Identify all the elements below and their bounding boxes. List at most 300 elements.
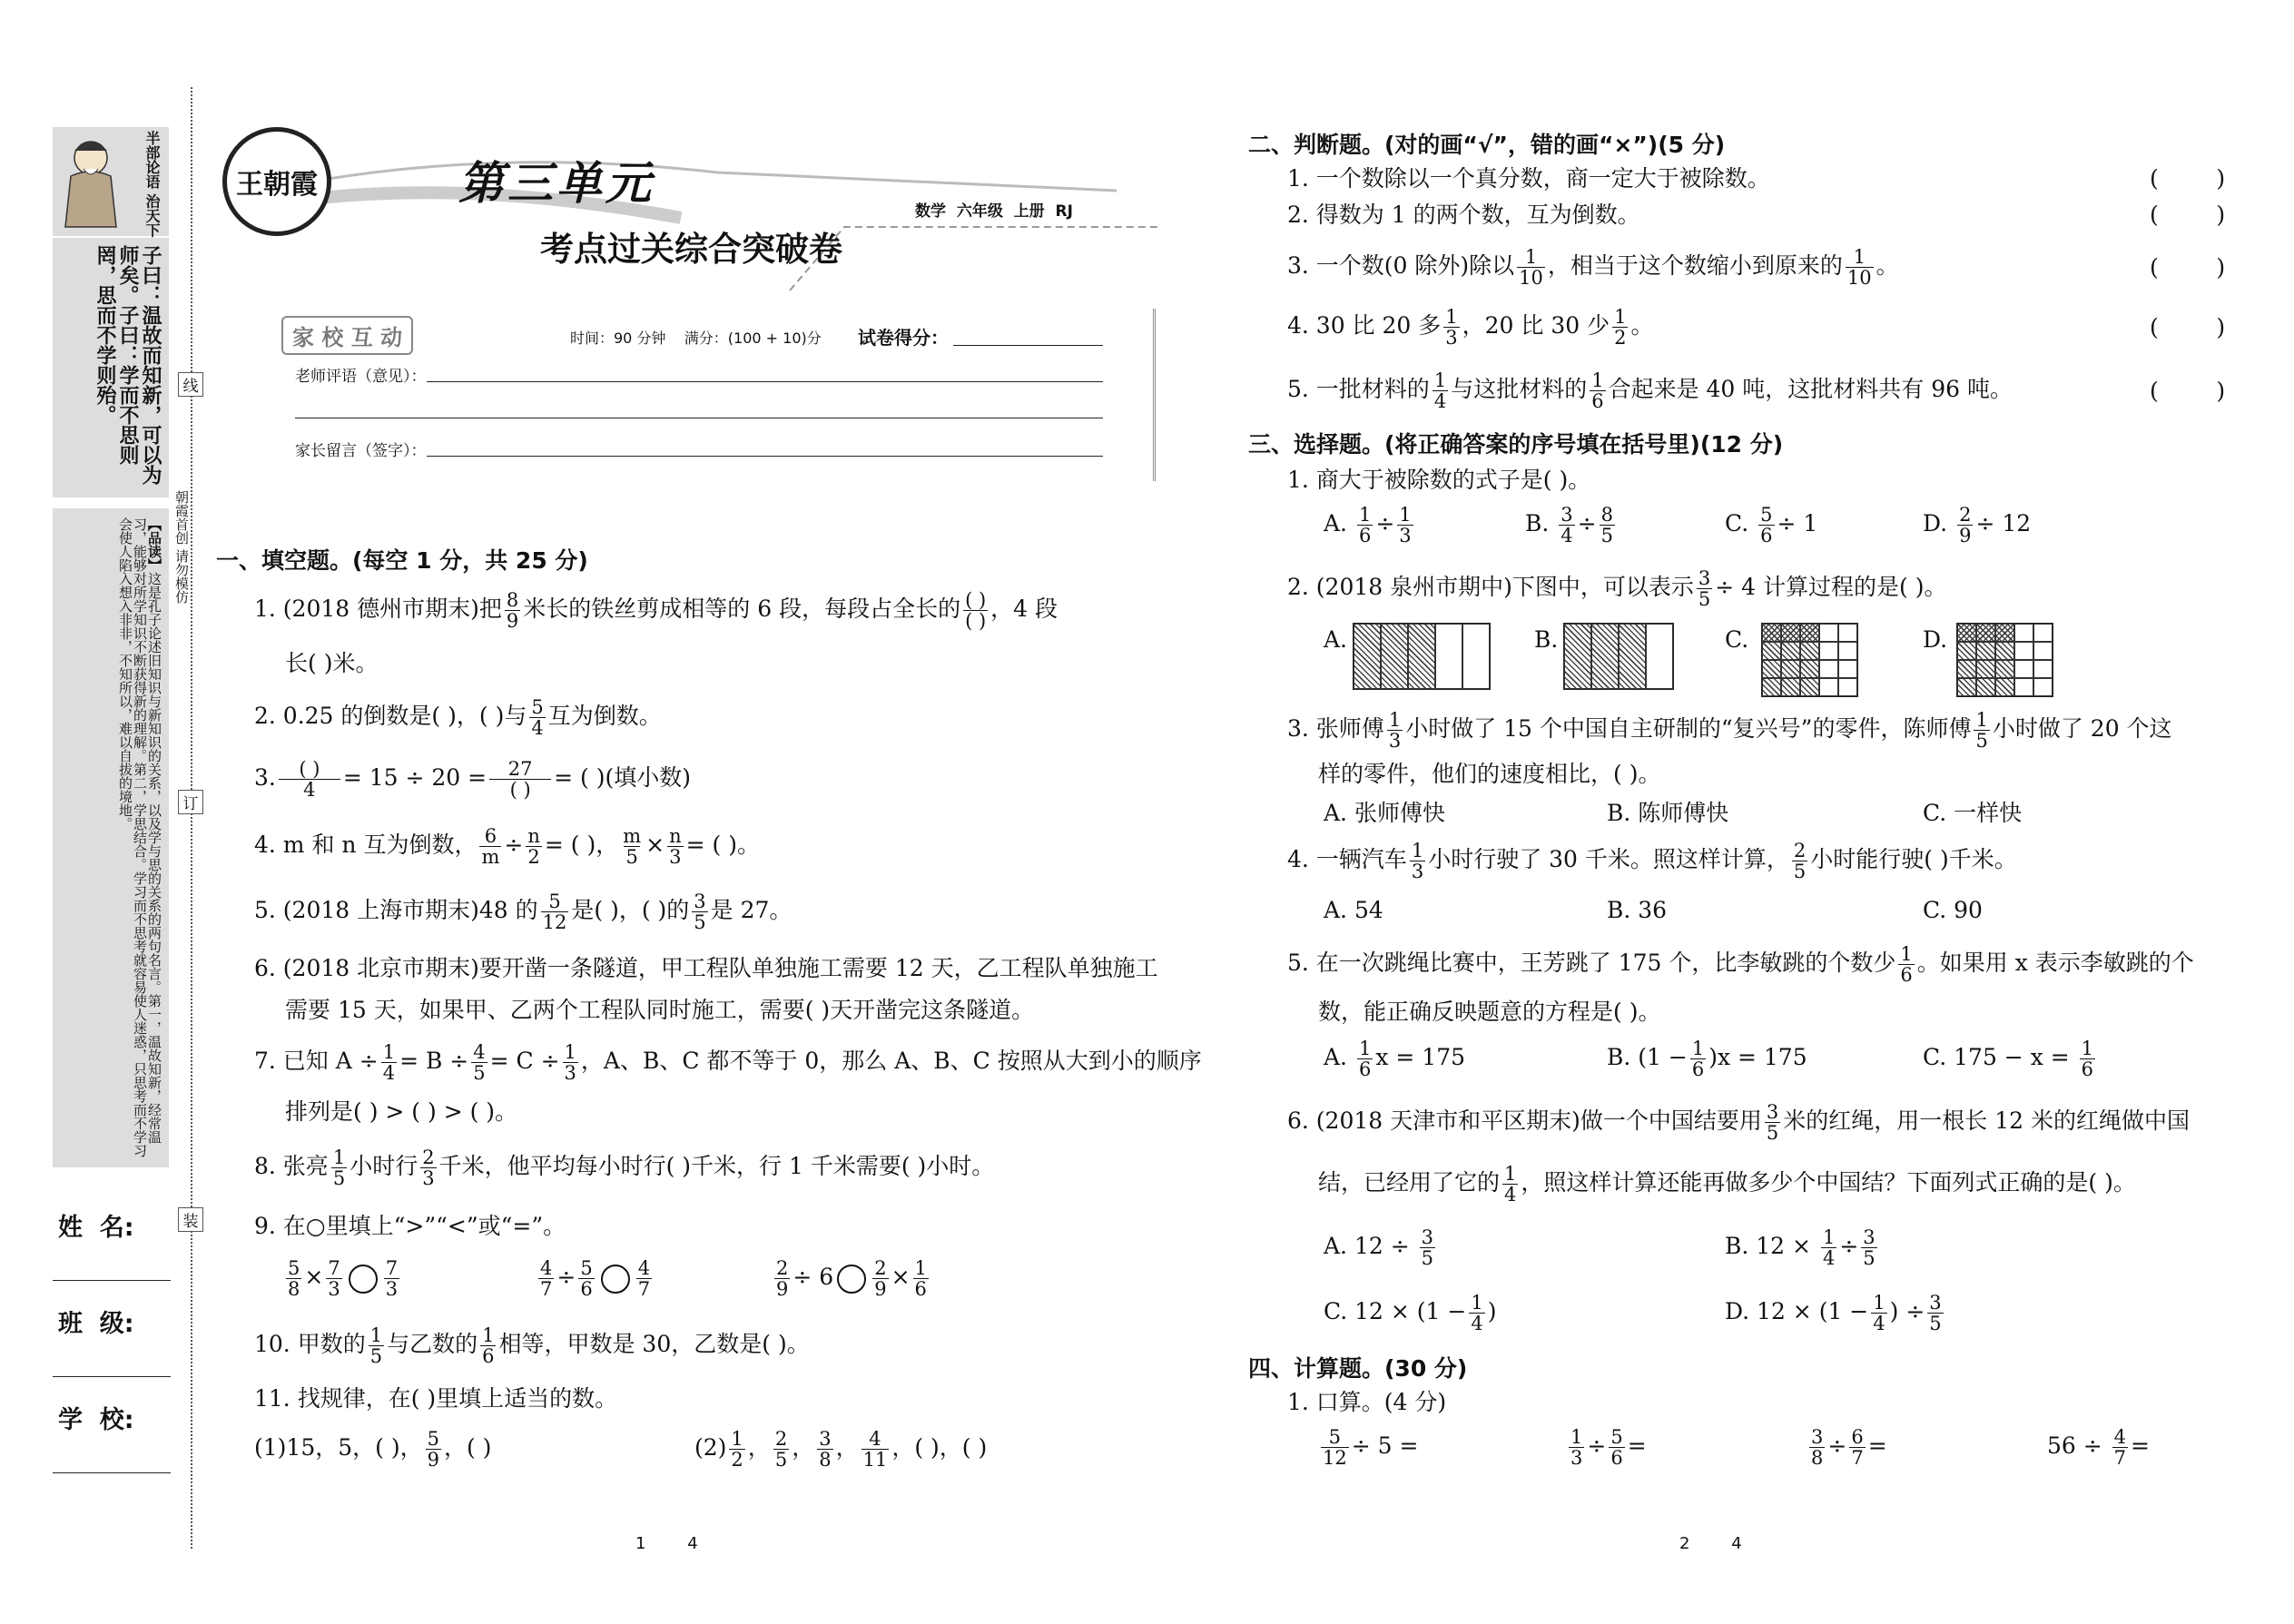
text-run: A. 12 ÷ [1324,1233,1410,1259]
grid-cell [1762,642,1781,660]
grid-cell [2014,642,2033,660]
fraction-numerator: 1 [914,1257,927,1279]
text-run: ) ÷ [1889,1298,1925,1324]
choice-q6-option-d[interactable] [1725,1293,1946,1334]
fraction-numerator: 1 [1900,943,1913,965]
school-field-line[interactable] [53,1472,171,1473]
fraction-denominator: 6 [482,1345,495,1367]
fraction-numerator: 1 [382,1041,396,1063]
grid-cell [1838,678,1857,696]
grid-cell [1976,624,1995,642]
fraction-numerator: 5 [427,1428,439,1450]
text-run: ÷ 5 = [1351,1432,1419,1459]
fraction-numerator: 6 [484,825,497,847]
fraction-denominator: 5 [332,1167,346,1189]
fraction-denominator: 5 [1600,525,1613,546]
q1-7-line2: 排列是( ) > ( ) > ( )。 [285,1098,518,1125]
fraction-denominator: 6 [1358,525,1372,546]
fraction-numerator: 1 [1433,369,1447,391]
choice-q4-option-a[interactable]: A. 54 [1324,897,1383,923]
teacher-comment-line-1[interactable] [427,381,1103,382]
fraction [369,1325,384,1366]
fraction [1517,247,1545,288]
fraction-numerator: ( ) [965,589,987,611]
fraction-denominator: 4 [1471,1313,1483,1334]
fraction-denominator: 3 [422,1167,435,1189]
q1-2 [254,697,662,738]
mascot-label: 半部论语 治天下 [143,131,161,238]
fraction [426,1429,441,1470]
fraction-numerator: 1 [1873,1292,1885,1314]
judge-answer-3[interactable]: ( ) [2150,254,2226,281]
fraction-denominator: ( ) [965,610,987,632]
text-run: = ( )， [544,832,619,858]
diagram-a [1353,623,1491,690]
text-run: 2. (2018 泉州市期中)下图中，可以表示 [1287,574,1694,600]
fraction-numerator: 1 [564,1041,576,1063]
fraction-numerator: 5 [1328,1426,1342,1448]
text-run: ÷ 4 计算过程的是( )。 [1715,574,1947,600]
grid-cell [1762,624,1781,642]
grid-cell [1976,660,1995,678]
fraction-numerator: 2 [1959,504,1972,526]
fraction-denominator: 8 [819,1449,832,1471]
fraction-numerator: 4 [473,1041,486,1063]
fraction-denominator: 9 [427,1449,439,1471]
fraction-numerator: 4 [540,1257,553,1279]
fraction-numerator: 1 [1358,504,1372,526]
fraction-numerator: 5 [1760,504,1773,526]
choice-q4-option-b[interactable]: B. 36 [1607,897,1668,923]
fraction-denominator: 3 [1411,861,1424,882]
fraction-denominator: 4 [1873,1313,1885,1334]
text-run: 米的红绳，用一根长 12 米的红绳做中国 [1783,1107,2190,1134]
fraction [1357,1038,1373,1079]
fraction-numerator: 5 [548,891,561,912]
grid-cell [1957,624,1976,642]
fraction-numerator: 8 [506,589,519,611]
fraction-numerator: 1 [482,1324,495,1346]
text-run: × [645,832,665,858]
fraction-denominator: 4 [531,717,544,739]
choice-q4 [1287,841,2017,881]
fraction [538,1258,554,1299]
grid-cell [2033,660,2053,678]
fraction-denominator: 7 [2113,1447,2127,1469]
fraction-numerator: 2 [776,1257,789,1279]
text-run: 5. 在一次跳绳比赛中，王芳跳了 175 个，比李敏跳的个数少 [1287,950,1896,976]
choice-q5-option-c[interactable] [1923,1038,2098,1079]
fraction-denominator: 9 [874,1278,887,1300]
text-run: x = 175 [1375,1044,1466,1070]
text-run: 与乙数的 [387,1331,478,1357]
text-run: 10. 甲数的 [254,1331,366,1357]
judge-answer-2[interactable]: ( ) [2150,202,2226,228]
fraction [667,826,684,867]
text-run: 是( )，( )的 [571,897,690,923]
choice-q6-option-c[interactable] [1324,1293,1496,1334]
text-run: 2. 得数为 1 的两个数，互为倒数。 [1287,202,1640,228]
fraction-numerator: 1 [1570,1426,1583,1448]
section3-title: 三、选择题。(将正确答案的序号填在括号里)(12 分) [1248,431,1784,458]
q1-1-text-post: ，4 段 [990,595,1058,622]
grid-cell [1838,624,1857,642]
text-run: = [2131,1432,2150,1459]
text-run: B. [1525,510,1550,536]
teacher-comment-label: 老师评语（意见）： [295,368,427,386]
choice-q3-option-a[interactable]: A. 张师傅快 [1324,800,1445,826]
fraction-numerator: 1 [731,1428,743,1450]
fraction-numerator: 4 [637,1257,651,1279]
binding-dotted-line [191,87,192,1549]
fraction-denominator: 6 [580,1278,593,1300]
text-run: = 15 ÷ 20 = [342,764,487,791]
text-run: ，相当于这个数缩小到原来的 [1547,252,1843,279]
fraction-numerator: 27 [507,758,533,780]
fraction-numerator: 5 [288,1257,300,1279]
fraction-numerator: 1 [1358,1038,1372,1059]
fraction-denominator: 8 [288,1278,300,1300]
fraction [541,891,569,932]
fraction [384,1258,399,1299]
text-run: 相等，甲数是 30，乙数是( )。 [498,1331,810,1357]
grid-cell [1957,678,1976,696]
grid-cell [1819,624,1838,642]
fraction-denominator: 5 [473,1062,486,1084]
choice-q1-option-b[interactable] [1525,505,1618,546]
choice-q6-option-b[interactable] [1725,1227,1880,1268]
text-run: (1)15，5，( )， [254,1434,423,1461]
fraction-numerator: 3 [1421,1226,1433,1248]
fraction [479,826,501,867]
text-run: 小时做了 20 个这 [1992,715,2172,742]
choice-q2-label-a[interactable]: A. [1324,626,1348,653]
grid-cell [1995,678,2014,696]
text-run: C. [1725,510,1749,536]
fraction-denominator: 5 [1793,861,1807,882]
text-run: ，20 比 30 少 [1462,312,1610,339]
fraction [636,1258,652,1299]
fraction [692,891,707,932]
fraction [420,1147,436,1188]
fraction-denominator: ( ) [489,779,551,800]
choice-q6-option-a[interactable] [1324,1227,1438,1268]
fraction-numerator: 3 [1698,567,1711,589]
fraction [1792,841,1807,881]
fraction [1612,307,1628,348]
fraction [817,1429,832,1470]
text-run: 4. 一辆汽车 [1287,846,1407,872]
choice-q4-option-c[interactable]: C. 90 [1923,897,1983,923]
fraction-numerator: 3 [694,891,706,912]
fraction [872,1258,888,1299]
judge-item-1 [1287,163,1770,194]
text-run: = ( )(填小数) [554,764,691,791]
fraction [1809,1427,1825,1468]
q1-9b [536,1258,655,1299]
fraction [1821,1227,1836,1268]
q1-1-line2: 长( )米。 [285,650,379,676]
fraction [526,826,542,867]
fraction-numerator: 1 [1853,246,1866,268]
choice-q2-label-c[interactable]: C. [1725,626,1749,653]
parent-comment-line[interactable] [427,456,1103,457]
text-run: ÷ [504,832,524,858]
answer-fraction-blank[interactable] [963,590,988,631]
fraction [2112,1427,2128,1468]
grid-cell [1838,660,1857,678]
text-run: B. (1 − [1607,1044,1688,1070]
fraction-denominator: 3 [1399,525,1412,546]
fraction-denominator: 6 [2081,1058,2094,1080]
calc-item-4 [2047,1427,2150,1468]
fraction-denominator: 3 [385,1278,399,1300]
fraction-denominator: 3 [328,1278,340,1300]
fraction-denominator: 8 [1811,1447,1824,1469]
fraction-numerator: 5 [531,696,544,718]
q1-8 [254,1147,994,1188]
fraction-denominator: 7 [637,1278,651,1300]
fraction [913,1258,929,1299]
answer-fraction-blank[interactable] [279,759,340,800]
fraction [1974,710,1989,751]
fraction-denominator: 4 [1822,1247,1836,1269]
calc-item-2 [1566,1427,1647,1468]
fraction [1927,1293,1943,1334]
q1-5 [254,891,792,932]
fraction [1559,505,1574,546]
grid-cell [2033,624,2053,642]
text-run: ÷ [1577,510,1597,536]
grid-cell [1800,624,1819,642]
fraction [1758,505,1774,546]
fraction-numerator: 3 [1811,1426,1824,1448]
text-run: 是 27。 [710,897,793,923]
binding-mark-fold: 装 [178,1207,203,1232]
q1-1-text: 1. (2018 德州市期末)把 [254,595,502,622]
fraction [2080,1038,2095,1079]
fraction-denominator: 7 [540,1278,553,1300]
fraction [1357,505,1373,546]
fraction-numerator: 3 [819,1428,832,1450]
fraction-numerator: 3 [1863,1226,1876,1248]
text-run: ，( ) [443,1434,492,1461]
grid-cell [1800,642,1819,660]
fraction-denominator: m [481,846,500,868]
text-run: B. 12 × [1725,1233,1811,1259]
fraction [563,1042,578,1083]
brand-logo-text: 王朝霞 [236,169,318,201]
text-run: = C ÷ [489,1048,560,1074]
time-info: 时间：90 分钟 满分：(100 + 10)分 [570,330,822,347]
grid-cell [1800,660,1819,678]
grid-cell [1995,624,2014,642]
calc-sub1: 1. 口算。(4 分) [1287,1389,1447,1415]
text-run: (2) [694,1434,727,1461]
choice-q3-line2: 样的零件，他们的速度相比，( )。 [1318,761,1661,787]
fraction-denominator: 4 [1433,390,1447,412]
text-run: ÷ [556,1264,576,1290]
fraction [480,1325,496,1366]
fraction-denominator: 12 [1323,1447,1347,1469]
grid-cell [1781,624,1800,642]
grid-cell [1819,642,1838,660]
grid-cell [1838,642,1857,660]
fraction [1871,1293,1886,1334]
fraction [1600,505,1615,546]
book-tag: 数学 六年级 上册 RJ [915,202,1073,221]
choice-q2-label-d[interactable]: D. [1923,626,1948,653]
fraction-denominator: 5 [1975,730,1988,752]
grid-cell [2014,678,2033,696]
fraction-numerator: 1 [1524,246,1538,268]
confucius-mascot-image [56,133,129,232]
calc-item-3 [1807,1427,1887,1468]
fraction-denominator: 3 [1570,1447,1583,1469]
fraction [1690,1038,1706,1079]
text-run: 4. 30 比 20 多 [1287,312,1442,339]
choice-q2 [1287,568,1946,609]
compare-circle[interactable] [601,1265,630,1294]
choice-q5-option-b[interactable] [1607,1038,1807,1079]
binding-mark-line: 线 [178,372,203,397]
text-run: 互为倒数。 [547,703,662,729]
fraction-denominator: 6 [1591,390,1604,412]
fraction-numerator: 4 [869,1428,881,1450]
fraction-denominator: 5 [1766,1122,1779,1144]
fraction-denominator: 9 [776,1278,789,1300]
grid-cell [1819,678,1838,696]
fraction [381,1042,397,1083]
text-run: D. 12 × (1 − [1725,1298,1869,1324]
answer-fraction-blank[interactable] [489,759,551,800]
fraction [326,1258,341,1299]
text-run: × [891,1264,911,1290]
score-field-line[interactable] [953,345,1103,346]
fraction-denominator: 6 [1760,525,1773,546]
text-run: C. 12 × (1 − [1324,1298,1467,1324]
choice-q5-option-a[interactable] [1324,1038,1465,1079]
choice-q5 [1287,944,2194,985]
grid-cell [1762,660,1781,678]
q1-1-text-mid: 米长的铁丝剪成相等的 6 段，每段占全长的 [523,595,961,622]
fraction [1609,1427,1624,1468]
fraction-denominator: 4 [279,779,340,800]
parent-comment-label: 家长留言（签字）： [295,442,427,460]
choice-q3-option-b[interactable]: B. 陈师傅快 [1607,800,1729,826]
choice-q1-option-a[interactable] [1324,505,1416,546]
fraction [621,826,643,867]
fraction-numerator: 1 [1411,840,1424,861]
choice-q6 [1287,1102,2190,1143]
fraction-denominator: 9 [506,610,519,632]
fraction-denominator: 6 [1610,1447,1623,1469]
q1-9a [283,1258,402,1299]
fraction-numerator: 2 [422,1147,435,1168]
fraction-denominator: 5 [694,911,706,933]
text-run: 3. 一个数(0 除外)除以 [1287,252,1515,279]
fraction-denominator: 3 [1388,730,1402,752]
text-run: = B ÷ [399,1048,469,1074]
fraction-denominator: 3 [669,846,682,868]
diagram-d [1956,623,2053,697]
fraction-denominator: 3 [1445,327,1458,349]
text-run: 3. [254,764,276,791]
choice-q1-option-d[interactable] [1923,505,2031,546]
name-label: 姓 名: [58,1214,134,1242]
compare-circle[interactable] [349,1265,378,1294]
fraction-denominator: 5 [1421,1247,1433,1269]
fraction-numerator: 1 [1975,709,1988,731]
class-field-line[interactable] [53,1376,171,1377]
judge-answer-4[interactable]: ( ) [2150,314,2226,340]
fraction-numerator: m [623,825,642,847]
fraction-denominator: 4 [1504,1184,1517,1206]
q1-1 [254,590,1058,631]
judge-answer-1[interactable]: ( ) [2150,165,2226,192]
section4-title: 四、计算题。(30 分) [1248,1355,1468,1382]
q1-11: 11. 找规律，在( )里填上适当的数。 [254,1385,618,1412]
grid-cell [1976,678,1995,696]
fraction [1861,1227,1876,1268]
text-run: 小时做了 15 个中国自主研制的“复兴号”的零件，陈师傅 [1405,715,1972,742]
name-field-line[interactable] [53,1280,171,1281]
choice-q3-option-c[interactable]: C. 一样快 [1923,800,2023,826]
fraction-denominator: 6 [1358,1058,1372,1080]
fraction-numerator: 3 [1561,504,1573,526]
section1-title: 一、填空题。(每空 1 分，共 25 分) [216,547,588,574]
fraction-numerator: 5 [580,1257,593,1279]
confucius-quote: 子曰：温故而知新，可以为师矣。子曰：学而不思则罔，思而不学则殆。 [94,245,162,485]
fraction [1443,307,1459,348]
fraction-numerator: 8 [1600,504,1613,526]
text-run: 小时行驶了 30 千米。照这样计算， [1428,846,1789,872]
text-run: ÷ 12 [1975,510,2032,536]
fraction-numerator: 1 [332,1147,346,1168]
compare-circle[interactable] [837,1265,866,1294]
fraction [1697,568,1712,609]
text-run: 。如果用 x 表示李敏跳的个 [1916,950,2194,976]
fraction-denominator: 2 [527,846,540,868]
q1-7 [254,1042,1202,1083]
text-run: ÷ [1587,1432,1607,1459]
unit-title: 第三单元 [458,157,655,210]
commentary-label: 【品读】 [146,517,162,572]
grid-cell [2014,660,2033,678]
q1-3 [254,759,691,800]
q1-10 [254,1325,810,1366]
fraction-denominator: 12 [542,911,567,933]
fraction-numerator: n [669,825,682,847]
fraction [729,1429,744,1470]
judge-item-2 [1287,200,1640,231]
text-run: 4. m 和 n 互为倒数， [254,832,478,858]
judge-answer-5[interactable]: ( ) [2150,378,2226,404]
brand-logo [222,127,331,236]
fraction-numerator: 1 [369,1324,383,1346]
choice-q1-option-c[interactable] [1725,505,1817,546]
fraction-numerator: 1 [1471,1292,1483,1314]
fraction-denominator: 5 [1698,588,1711,610]
text-run: ÷ 6 [793,1264,834,1290]
fraction [1957,505,1973,546]
text-run: 小时行 [350,1153,418,1179]
choice-q2-label-b[interactable]: B. [1534,626,1559,653]
grid-cell [2033,678,2053,696]
score-label: 试卷得分： [858,327,949,349]
school-label: 学 校: [58,1406,134,1434]
fraction [1849,1427,1865,1468]
